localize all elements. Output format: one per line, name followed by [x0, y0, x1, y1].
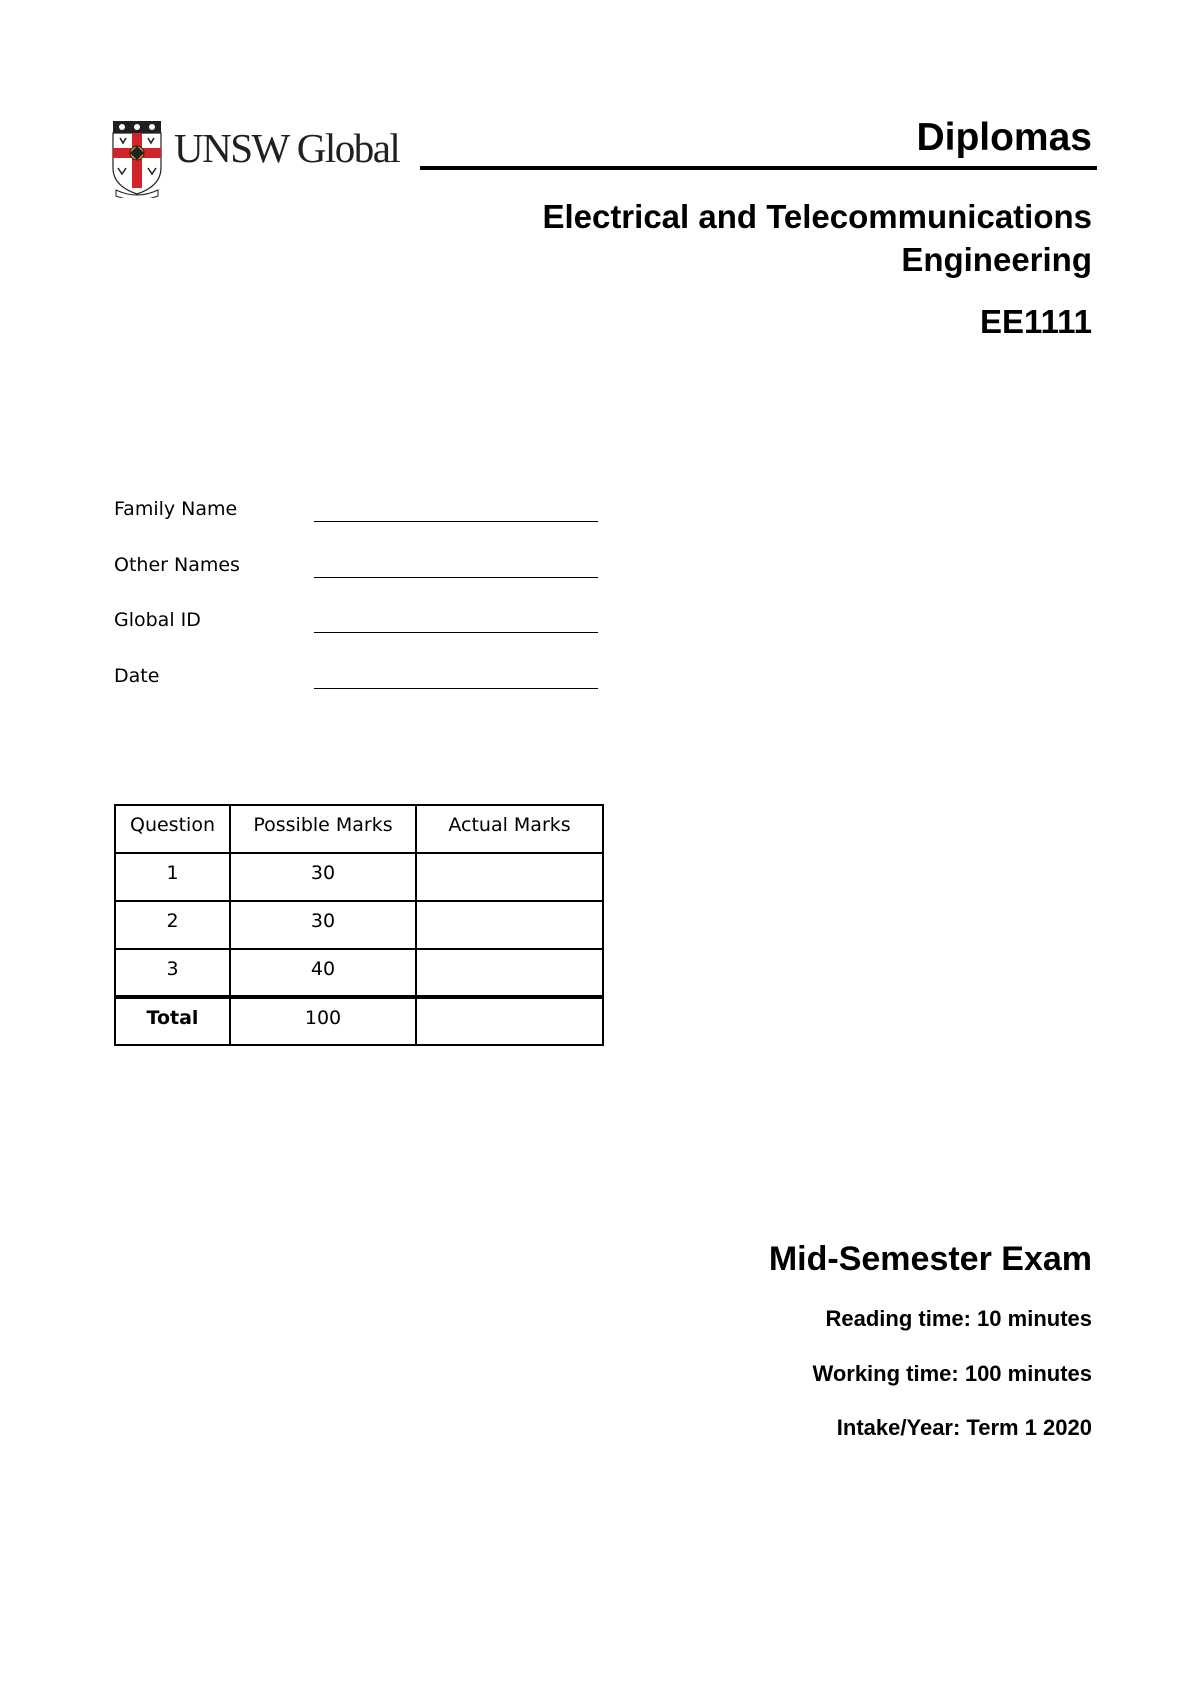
possible-marks-header: Possible Marks — [230, 805, 416, 853]
question-cell: 2 — [115, 901, 230, 949]
question-header: Question — [115, 805, 230, 853]
unsw-global-logo — [112, 120, 412, 198]
global-id-field[interactable] — [314, 632, 598, 633]
working-time: Working time: 100 minutes — [812, 1361, 1092, 1386]
global-id-label: Global ID — [114, 609, 201, 631]
possible-marks-cell: 40 — [230, 949, 416, 997]
possible-marks-cell: 30 — [230, 901, 416, 949]
question-cell: 3 — [115, 949, 230, 997]
total-actual-cell[interactable] — [416, 997, 603, 1045]
table-row — [115, 901, 603, 949]
total-possible-cell: 100 — [230, 997, 416, 1045]
program-title: Diplomas — [916, 116, 1092, 159]
marks-table — [114, 804, 604, 1046]
other-names-label: Other Names — [114, 553, 240, 576]
marks-table-header — [115, 805, 603, 853]
table-row — [115, 949, 603, 997]
other-names-row — [114, 553, 614, 609]
other-names-field[interactable] — [314, 577, 598, 578]
global-id-row — [114, 608, 614, 664]
actual-marks-header: Actual Marks — [416, 805, 603, 853]
date-field[interactable] — [314, 688, 598, 689]
course-code: EE1111 — [980, 303, 1092, 340]
table-row — [115, 853, 603, 901]
actual-marks-cell[interactable] — [416, 949, 603, 997]
actual-marks-cell[interactable] — [416, 901, 603, 949]
exam-title: Mid-Semester Exam — [768, 1240, 1092, 1278]
student-details — [114, 497, 614, 719]
possible-marks-cell: 30 — [230, 853, 416, 901]
actual-marks-cell[interactable] — [416, 853, 603, 901]
course-title: Electrical and Telecommunications Engineering — [542, 198, 1092, 278]
intake-year: Intake/Year: Term 1 2020 — [836, 1415, 1092, 1440]
date-row — [114, 664, 614, 720]
question-cell: 1 — [115, 853, 230, 901]
total-label: Total — [115, 997, 230, 1045]
header-rule — [420, 166, 1097, 170]
total-row — [115, 997, 603, 1045]
family-name-row — [114, 497, 614, 553]
reading-time: Reading time: 10 minutes — [825, 1306, 1092, 1331]
unsw-crest-icon — [112, 120, 162, 198]
logo-wordmark: UNSW Global — [174, 125, 400, 171]
date-label: Date — [114, 664, 160, 687]
family-name-label: Family Name — [114, 498, 238, 520]
family-name-field[interactable] — [314, 521, 598, 522]
